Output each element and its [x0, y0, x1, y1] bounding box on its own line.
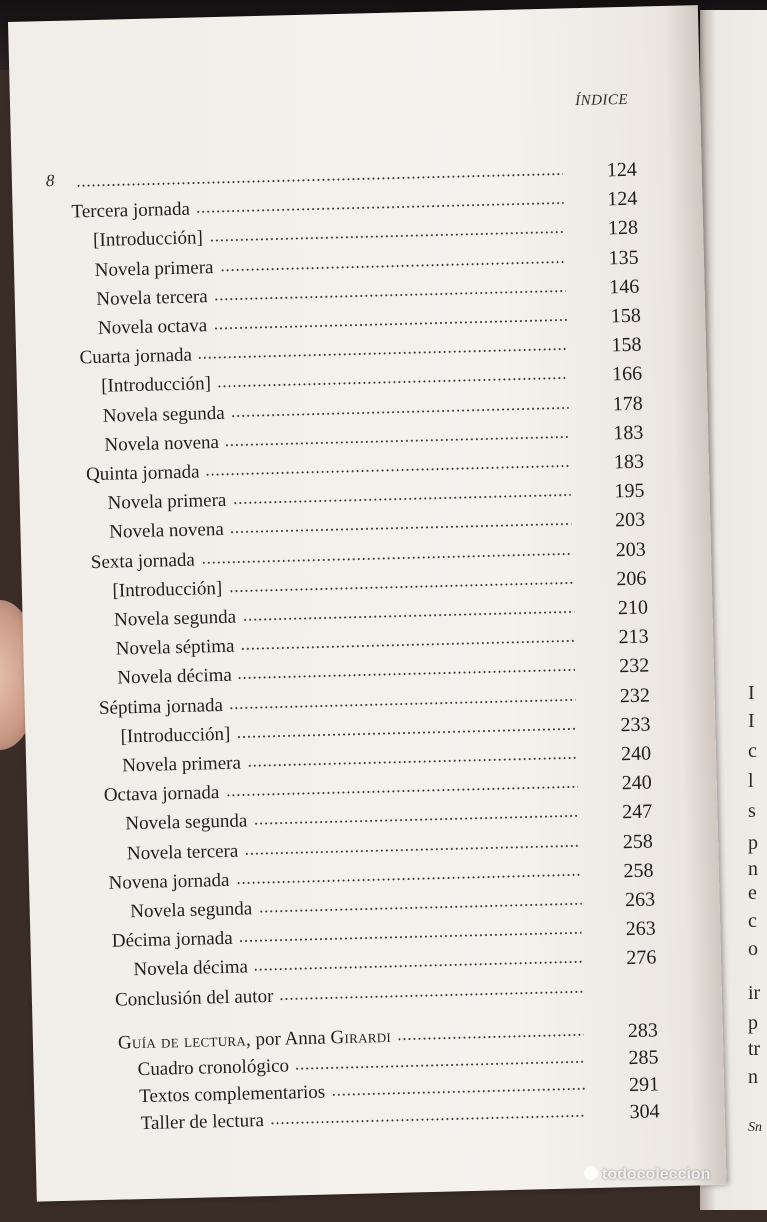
toc-leader-dots	[196, 202, 564, 214]
guide-page: 283	[627, 1019, 659, 1042]
toc-entry-title: Tercera jornada	[71, 198, 191, 223]
toc-entry-title: [Introducción]	[92, 227, 204, 252]
toc-entry-page: 183	[613, 421, 644, 445]
right-page-letter: I	[748, 710, 755, 732]
toc-entry-page: 166	[611, 363, 643, 386]
toc-entry-page: 206	[616, 567, 647, 591]
toc-entry-page: 247	[622, 800, 653, 824]
toc-entry-page	[597, 974, 657, 975]
toc-entry-page: 158	[611, 333, 642, 357]
toc-entry-page: 124	[606, 158, 638, 182]
toc-entry-title: [Introducción]	[100, 373, 212, 398]
toc-leader-dots	[253, 815, 578, 826]
guide-entry-title: Textos complementarios	[138, 1081, 326, 1107]
toc-entry-title: Novela primera	[94, 256, 214, 281]
toc-entry-title: Sexta jornada	[90, 549, 196, 573]
toc-entry-title: [Introducción]	[112, 577, 223, 602]
toc-leader-dots	[198, 348, 568, 360]
right-page-letter: p	[748, 832, 758, 854]
toc-entry-page: 240	[621, 771, 652, 795]
toc-entry-title: Conclusión del autor	[114, 985, 274, 1011]
toc-leader-dots	[258, 902, 581, 913]
toc-leader-dots	[226, 785, 578, 797]
right-page-letter: tr	[748, 1038, 761, 1060]
toc-entry-page: 258	[623, 859, 654, 883]
toc-entry-page: 213	[618, 625, 649, 649]
toc-entry-title: [Introducción]	[120, 723, 231, 748]
toc-entry-title: Novela segunda	[102, 402, 225, 427]
running-head: ÍNDICE	[574, 91, 629, 110]
toc-entry-page: 210	[617, 596, 649, 620]
watermark-text: todocoleccion	[602, 1166, 711, 1183]
toc-entry-page: 195	[614, 479, 645, 503]
toc-leader-dots	[253, 961, 582, 972]
right-page-letter: s	[748, 800, 756, 822]
toc-leader-dots	[331, 1087, 585, 1096]
toc-leader-dots	[244, 844, 579, 855]
toc-entry-title: Novela segunda	[125, 810, 248, 835]
toc-entry-page: 203	[615, 538, 647, 561]
toc-leader-dots	[76, 172, 563, 187]
toc-leader-dots	[270, 1114, 586, 1125]
guide-entry-page: 304	[629, 1100, 660, 1123]
toc-leader-dots	[247, 756, 577, 767]
toc-entry-page: 263	[625, 917, 657, 941]
toc-entry-page: 232	[619, 684, 651, 707]
toc-leader-dots	[220, 260, 565, 271]
toc-leader-dots	[224, 435, 569, 446]
toc-leader-dots	[236, 873, 580, 884]
right-page-letter: I	[748, 682, 755, 704]
toc-entry-title: Novela novena	[109, 519, 225, 544]
toc-entry-page: 158	[610, 304, 642, 328]
toc-entry-title: Novela octava	[97, 315, 208, 339]
toc-entry-page: 233	[620, 713, 651, 737]
toc-leader-dots	[205, 464, 570, 476]
toc-entry-page: 135	[608, 246, 639, 269]
toc-leader-dots	[239, 931, 582, 942]
toc-entry-title: Décima jornada	[111, 927, 233, 952]
toc-entry-page: 124	[607, 187, 638, 211]
toc-entry-page: 146	[608, 275, 640, 299]
toc-entry-title: Novena jornada	[108, 869, 230, 894]
toc-entry-page: 232	[618, 654, 650, 678]
toc-leader-dots	[233, 494, 571, 505]
right-page-letter: o	[748, 938, 758, 960]
guide-prefix: Guía de lectura	[117, 1029, 247, 1054]
toc-leader-dots	[237, 669, 575, 680]
toc-leader-dots	[242, 610, 574, 621]
toc-leader-dots	[295, 1060, 585, 1070]
toc-entry-title: Novela novena	[104, 431, 220, 456]
right-page-letter: c	[748, 910, 757, 932]
page-number: 8	[45, 170, 55, 191]
toc-entry-title: Novela segunda	[130, 898, 253, 923]
right-page-letter: e	[748, 882, 757, 904]
toc-leader-dots	[237, 727, 577, 738]
watermark	[584, 1166, 710, 1184]
toc-entry-title: Novela segunda	[113, 606, 237, 631]
toc-leader-dots	[229, 523, 571, 534]
right-page-letter: n	[748, 858, 758, 880]
toc-entry-title: Novela séptima	[115, 635, 235, 660]
toc-entry-title: Novela décima	[117, 665, 233, 689]
right-page-letter: c	[748, 740, 757, 762]
toc-entry-title: Octava jornada	[103, 782, 220, 807]
toc-leader-dots	[209, 231, 564, 243]
toc-entry-title: Quinta jornada	[85, 461, 200, 486]
right-page-letter: Sn	[748, 1120, 762, 1135]
toc-leader-dots	[397, 1033, 584, 1041]
toc-entry-title: Novela primera	[107, 489, 227, 514]
toc-leader-dots	[213, 289, 565, 301]
toc-entry-page: 276	[626, 946, 657, 970]
toc-leader-dots	[279, 990, 583, 1000]
toc-entry-title: Novela décima	[133, 956, 249, 981]
toc-entry-page: 183	[613, 450, 645, 474]
right-page-letter: p	[748, 1012, 758, 1034]
toc-leader-dots	[241, 640, 575, 651]
toc-leader-dots	[213, 318, 567, 330]
table-of-contents	[8, 3, 767, 1221]
guide-by: , por Anna	[245, 1027, 331, 1051]
toc-entry-title: Novela tercera	[126, 840, 239, 864]
right-page-letter: n	[748, 1066, 758, 1088]
toc-entry-title: Novela primera	[121, 752, 242, 777]
toc-entry-page: 203	[614, 508, 646, 532]
toc-entry-page: 240	[620, 742, 652, 766]
right-page-letter: l	[748, 770, 754, 792]
guide-author: Girardi	[330, 1025, 392, 1049]
toc-leader-dots	[229, 581, 573, 592]
toc-entry-title: Séptima jornada	[98, 694, 224, 719]
watermark-logo-icon	[584, 1166, 598, 1180]
toc-entry-title: Cuarta jornada	[79, 344, 193, 369]
left-page	[8, 5, 727, 1202]
toc-entry-title: Novela tercera	[96, 286, 208, 310]
toc-leader-dots	[217, 377, 568, 389]
guide-entry-title: Cuadro cronológico	[137, 1055, 290, 1080]
toc-entry-page: 178	[612, 392, 643, 415]
toc-leader-dots	[231, 406, 569, 417]
toc-leader-dots	[229, 698, 576, 709]
guide-entry-title: Taller de lectura	[140, 1109, 265, 1134]
guide-entry-page: 291	[628, 1073, 660, 1096]
guide-entry-page: 285	[628, 1046, 659, 1069]
toc-entry-page: 258	[622, 830, 654, 853]
right-page-letter: ir	[748, 982, 761, 1004]
toc-leader-dots	[201, 552, 572, 564]
toc-entry-page: 128	[607, 217, 639, 240]
toc-entry-page: 263	[624, 888, 656, 912]
